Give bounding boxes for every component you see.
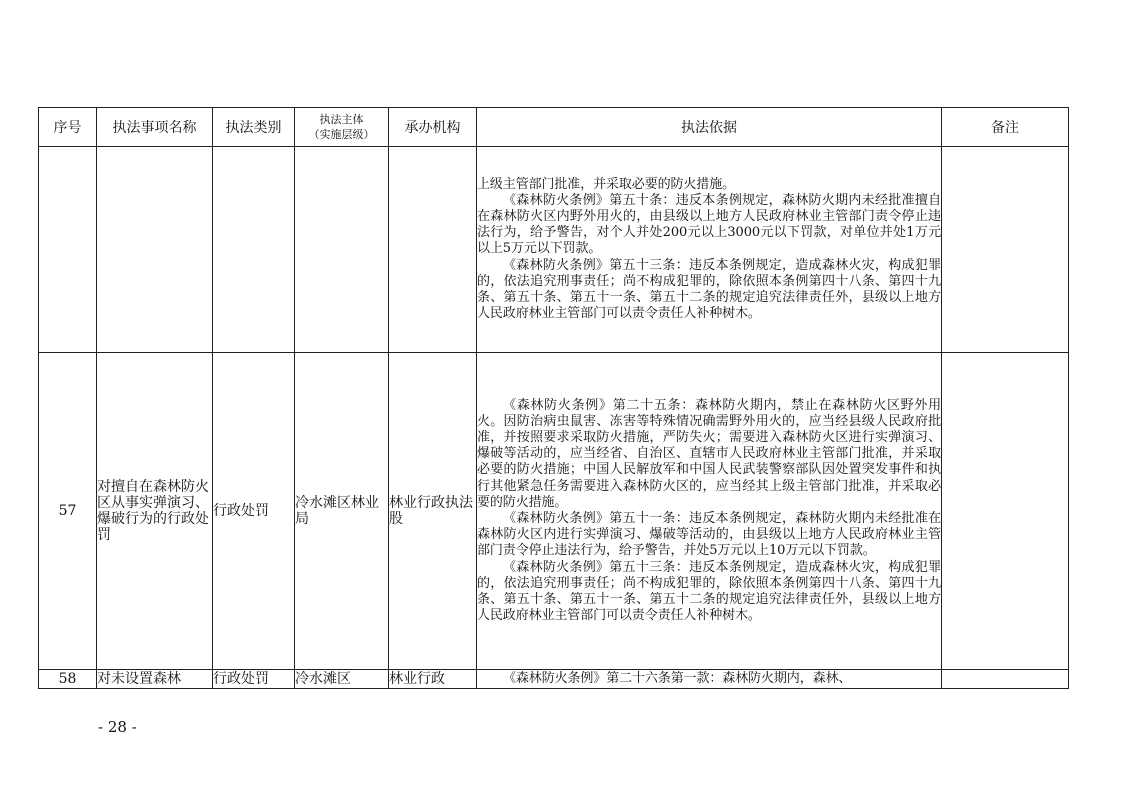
header-category: 执法类别 — [213, 108, 295, 147]
table-row-continuation — [39, 147, 1069, 353]
row-item-name: 对擅自在森林防火区从事实弹演习、爆破行为的行政处罚 — [97, 353, 213, 670]
header-basis: 执法依据 — [477, 108, 942, 147]
row-agency: 林业行政执法股 — [389, 353, 477, 670]
row-basis — [477, 353, 942, 670]
row-item-name — [97, 147, 213, 353]
row-subject — [295, 147, 389, 353]
table-row-58 — [39, 670, 1069, 689]
page-number: - 28 - — [98, 718, 137, 736]
row-subject: 冷水滩区林业局 — [295, 353, 389, 670]
row-basis — [477, 147, 942, 353]
basis-paragraph: 《森林防火条例》第五十三条：违反本条例规定，造成森林火灾，构成犯罪的，依法追究刑事责任；尚不构成犯罪的，除依照本条例第四十八条、第四十九条、第五十条、第五十一条、第五十二条的规定追究法律责任外，县级以上地方人民政府林业主管部门可以责令责任人补种树木。 — [477, 257, 941, 322]
table-row-57 — [39, 353, 1069, 670]
header-subject — [295, 108, 389, 147]
header-agency: 承办机构 — [389, 108, 477, 147]
header-remarks: 备注 — [942, 108, 1069, 147]
header-seq: 序号 — [39, 108, 97, 147]
row-agency — [389, 147, 477, 353]
row-remarks — [942, 147, 1069, 353]
basis-paragraph: 上级主管部门批准，并采取必要的防火措施。 — [477, 176, 736, 192]
row-remarks — [942, 670, 1069, 689]
header-subject-line1: 执法主体 — [319, 113, 364, 126]
row-seq — [39, 147, 97, 353]
row-category — [213, 147, 295, 353]
basis-paragraph: 《森林防火条例》第五十一条：违反本条例规定，森林防火期内未经批准在森林防火区内进行实弹演习、爆破等活动的，由县级以上地方人民政府林业主管部门责令停止违法行为，给予警告，并处5万元以上10万元以下罚款。 — [477, 511, 941, 559]
basis-paragraph: 《森林防火条例》第二十五条：森林防火期内，禁止在森林防火区野外用火。因防治病虫鼠害、冻害等特殊情况确需野外用火的，应当经县级人民政府批准，并按照要求采取防火措施，严防失火；需要进入森林防火区进行实弹演习、爆破等活动的，应当经省、自治区、直辖市人民政府林业主管部门批准，并采取必要的防火措施；中国人民解放军和中国人民武装警察部队因处置突发事件和执行其他紧急任务需要进入森林防火区的，应当经其上级主管部门批准，并采取必要的防火措施。 — [477, 397, 941, 510]
enforcement-table — [38, 107, 1069, 689]
row-agency: 林业行政 — [389, 670, 477, 689]
basis-paragraph: 《森林防火条例》第五十条：违反本条例规定，森林防火期内未经批准擅自在森林防火区内野外用火的，由县级以上地方人民政府林业主管部门责令停止违法行为，给予警告，对个人并处200元以上3000元以下罚款，对单位并处1万元以上5万元以下罚款。 — [477, 192, 941, 257]
row-remarks — [942, 353, 1069, 670]
row-seq: 58 — [39, 670, 97, 689]
row-seq: 57 — [39, 353, 97, 670]
basis-paragraph: 《森林防火条例》第二十六条第一款：森林防火期内，森林、 — [503, 670, 852, 686]
row-subject: 冷水滩区 — [295, 670, 389, 689]
row-item-name: 对未设置森林 — [97, 670, 213, 689]
header-row — [39, 108, 1069, 147]
row-category: 行政处罚 — [213, 353, 295, 670]
row-category: 行政处罚 — [213, 670, 295, 689]
row-basis — [477, 670, 942, 689]
header-item-name: 执法事项名称 — [97, 108, 213, 147]
basis-paragraph: 《森林防火条例》第五十三条：违反本条例规定，造成森林火灾，构成犯罪的，依法追究刑事责任；尚不构成犯罪的，除依照本条例第四十八条、第四十九条、第五十条、第五十一条、第五十二条的规定追究法律责任外，县级以上地方人民政府林业主管部门可以责令责任人补种树木。 — [477, 559, 941, 624]
header-subject-line2: （实施层级） — [308, 128, 375, 141]
